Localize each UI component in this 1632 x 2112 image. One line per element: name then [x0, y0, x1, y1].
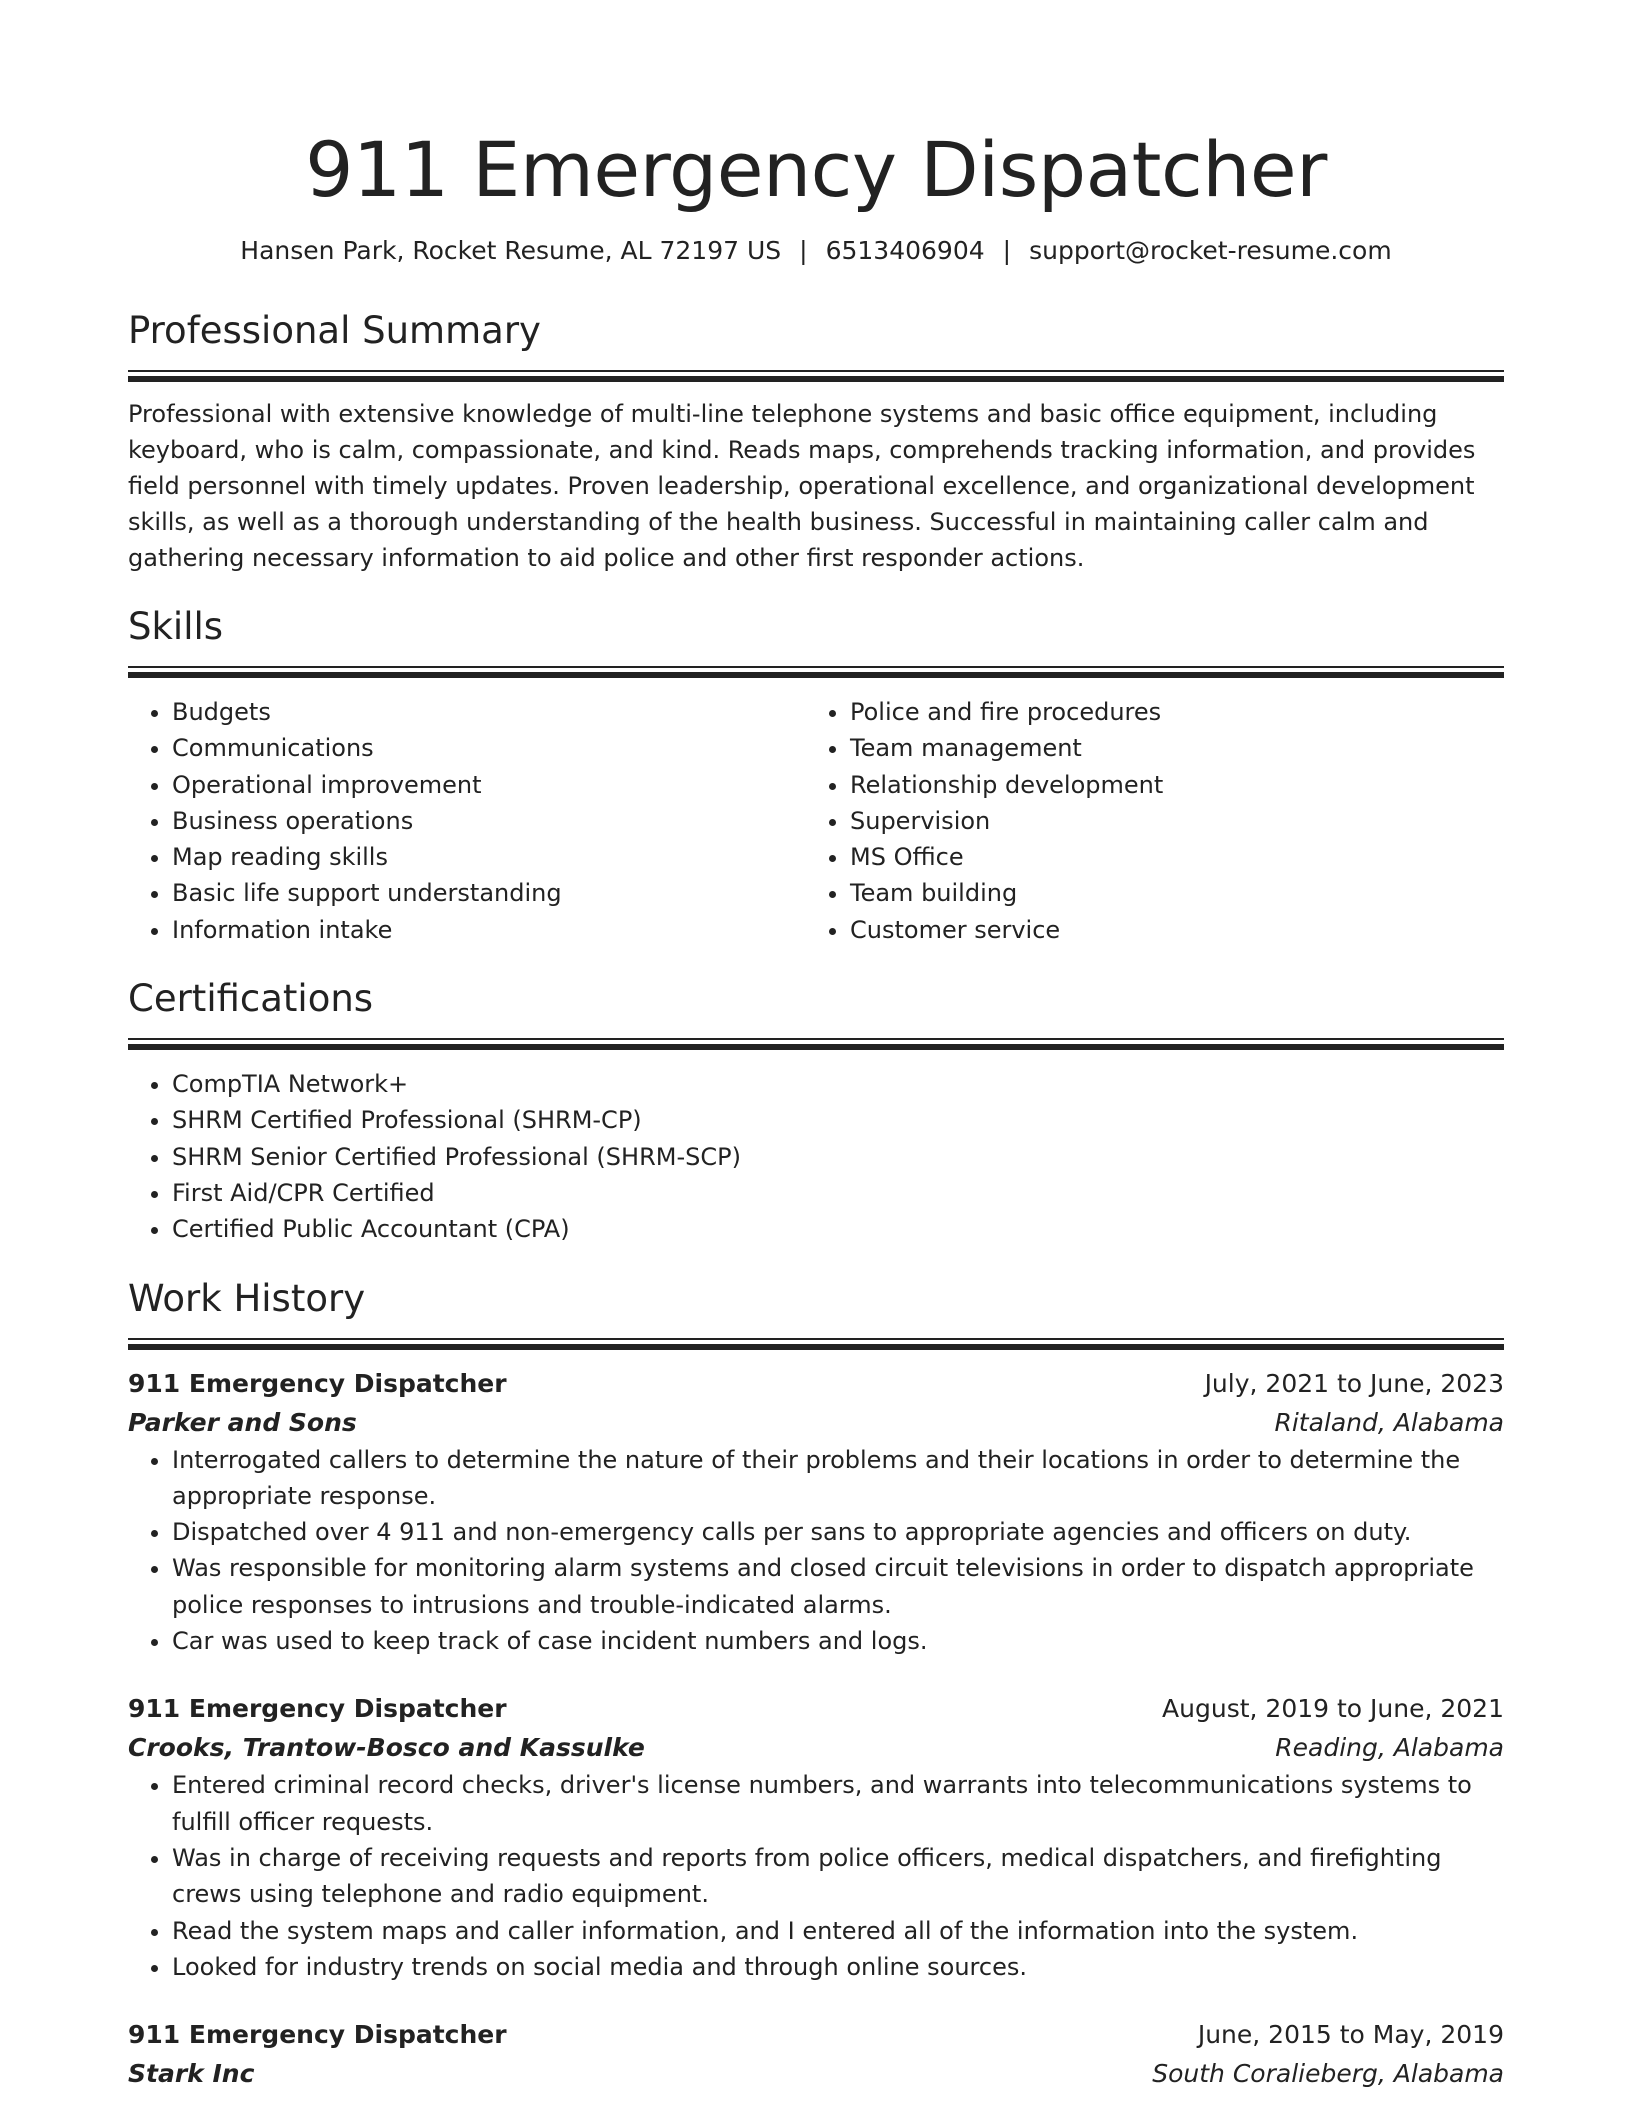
skill-item: • Communications [172, 730, 806, 766]
skills-heading: Skills [128, 605, 224, 648]
job-entry [128, 2015, 1504, 2093]
certifications-list [128, 1066, 1504, 1247]
summary-text: Professional with extensive knowledge of multi-line telephone systems and basic office equipment, including keyboard, who is calm, compassionate, and kind. Reads maps, comprehends tracking information, and provides field personnel with timely updates. Proven leadership, operational excellence, and organizational development skills, as well as a thorough understanding of the health business. Successful in maintaining caller calm and gathering necessary information to aid police and other first responder actions. [128, 400, 1476, 572]
job-title: 911 Emergency Dispatcher [128, 1694, 507, 1724]
certification-item: • CompTIA Network+ [172, 1066, 1504, 1102]
job-subheader [128, 2055, 1504, 2093]
work-history-section [128, 1276, 1504, 2094]
job-location: Ritaland, Alabama [1274, 1407, 1504, 1437]
skill-item: • Budgets [172, 694, 806, 730]
certification-item: • SHRM Senior Certified Professional (SHRM-SCP) [172, 1139, 1504, 1175]
job-bullet: • Car was used to keep track of case incident numbers and logs. [172, 1623, 1504, 1659]
section-divider [128, 1338, 1504, 1350]
job-entry [128, 1364, 1504, 1660]
skills-column-left [128, 694, 806, 948]
job-bullets [128, 1767, 1504, 1985]
skill-item: • Basic life support understanding [172, 875, 806, 911]
contact-address: Hansen Park, Rocket Resume, AL 72197 US [240, 236, 782, 265]
section-divider [128, 370, 1504, 382]
skill-item: • Police and fire procedures [850, 694, 1484, 730]
certifications-heading: Certifications [128, 977, 374, 1021]
skills-column-right [806, 694, 1484, 948]
job-dates: August, 2019 to June, 2021 [1162, 1694, 1504, 1724]
job-bullet: • Interrogated callers to determine the nature of their problems and their locations in order to determine the appropriate response. [172, 1442, 1504, 1515]
contact-phone: 6513406904 [825, 236, 985, 265]
job-subheader [128, 1404, 1504, 1442]
contact-separator: | [1002, 236, 1012, 265]
skill-item: • Team building [850, 875, 1484, 911]
job-dates: July, 2021 to June, 2023 [1204, 1368, 1504, 1398]
job-subheader [128, 1729, 1504, 1767]
job-bullet: • Looked for industry trends on social media and through online sources. [172, 1949, 1504, 1985]
job-bullet: • Entered criminal record checks, driver's license numbers, and warrants into telecommunications systems to fulfill officer requests. [172, 1767, 1504, 1840]
job-location: South Coralieberg, Alabama [1152, 2059, 1504, 2089]
job-company: Stark Inc [128, 2059, 255, 2089]
job-bullet: • Was responsible for monitoring alarm systems and closed circuit televisions in order to dispatch appropriate police responses to intrusions and trouble-indicated alarms. [172, 1550, 1504, 1623]
job-company: Crooks, Trantow-Bosco and Kassulke [128, 1733, 645, 1763]
job-dates: June, 2015 to May, 2019 [1197, 2020, 1504, 2050]
skill-item: • Operational improvement [172, 767, 806, 803]
job-header [128, 2015, 1504, 2055]
section-divider [128, 1038, 1504, 1050]
skill-item: • Supervision [850, 803, 1484, 839]
resume-name: 911 Emergency Dispatcher [305, 125, 1327, 214]
job-bullet: • Dispatched over 4 911 and non-emergency calls per sans to appropriate agencies and officers on duty. [172, 1514, 1504, 1550]
certification-item: • Certified Public Accountant (CPA) [172, 1211, 1504, 1247]
skills-columns [128, 694, 1504, 948]
skill-item: • Relationship development [850, 767, 1484, 803]
skill-item: • Team management [850, 730, 1484, 766]
skill-item: • Customer service [850, 912, 1484, 948]
job-location: Reading, Alabama [1275, 1733, 1504, 1763]
summary-heading: Professional Summary [128, 309, 541, 352]
work-history-heading: Work History [128, 1276, 366, 1320]
skill-item: • Map reading skills [172, 839, 806, 875]
certification-item: • SHRM Certified Professional (SHRM-CP) [172, 1102, 1504, 1138]
contact-line [128, 234, 1504, 268]
contact-email: support@rocket-resume.com [1029, 236, 1392, 265]
job-entry [128, 1689, 1504, 1985]
skills-section [128, 604, 1504, 948]
skills-list-right [806, 694, 1484, 948]
certification-item: • First Aid/CPR Certified [172, 1175, 1504, 1211]
skill-item: • Information intake [172, 912, 806, 948]
skills-list-left [128, 694, 806, 948]
resume-page [128, 0, 1504, 2093]
job-title: 911 Emergency Dispatcher [128, 1368, 507, 1398]
summary-section [128, 308, 1504, 576]
job-company: Parker and Sons [128, 1407, 357, 1437]
job-bullets [128, 1442, 1504, 1660]
job-header [128, 1689, 1504, 1729]
job-header [128, 1364, 1504, 1404]
skill-item: • Business operations [172, 803, 806, 839]
job-bullet: • Read the system maps and caller information, and I entered all of the information into the system. [172, 1913, 1504, 1949]
certifications-section [128, 976, 1504, 1247]
job-bullet: • Was in charge of receiving requests and reports from police officers, medical dispatchers, and firefighting crews using telephone and radio equipment. [172, 1840, 1504, 1913]
job-title: 911 Emergency Dispatcher [128, 2020, 507, 2050]
section-divider [128, 666, 1504, 678]
contact-separator: | [799, 236, 808, 265]
skill-item: • MS Office [850, 839, 1484, 875]
